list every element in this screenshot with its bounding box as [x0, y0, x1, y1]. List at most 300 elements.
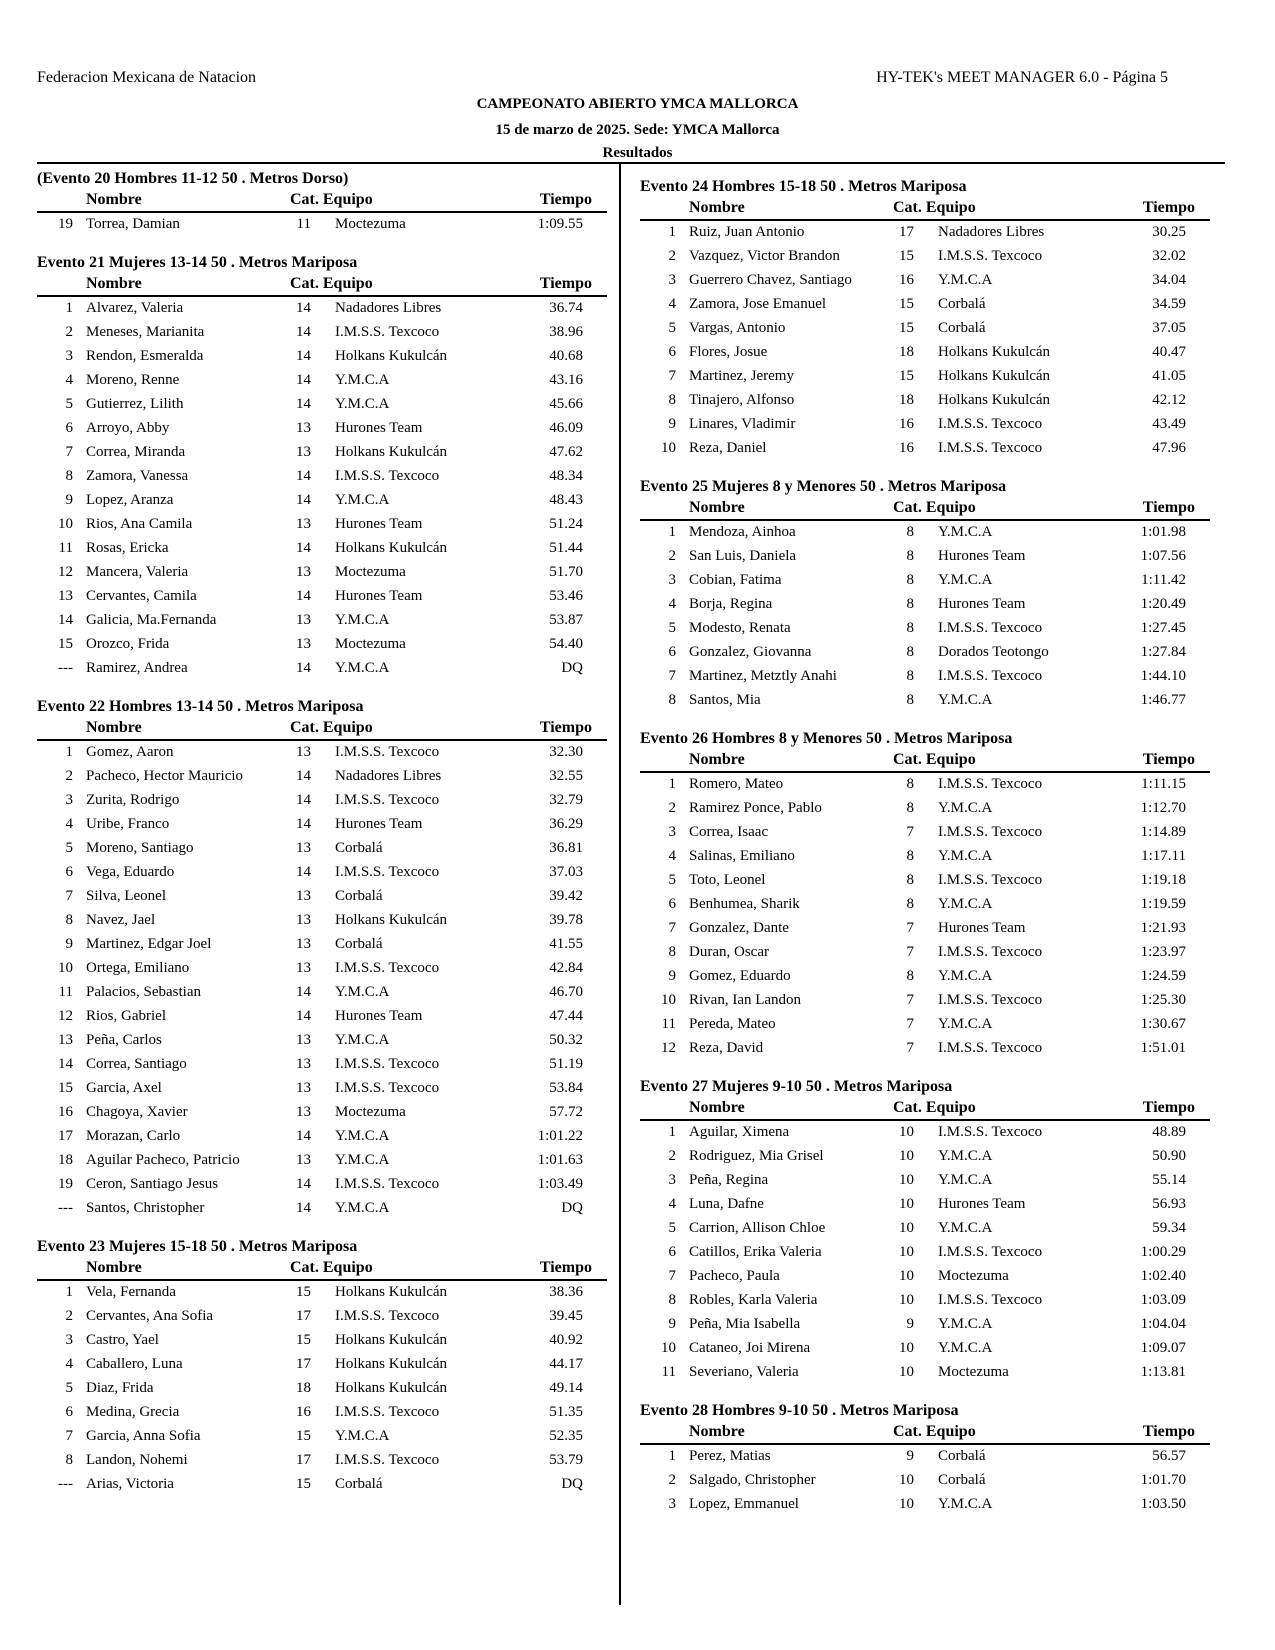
team-name: Moctezuma	[938, 1268, 1009, 1284]
result-row	[640, 1493, 1210, 1517]
final-time: 53.79	[549, 1452, 583, 1468]
final-time: 1:13.81	[1140, 1364, 1186, 1380]
team-name: I.M.S.S. Texcoco	[938, 1040, 1043, 1056]
result-row	[37, 297, 607, 321]
final-time: 1:01.22	[537, 1128, 583, 1144]
place: 8	[65, 468, 73, 484]
place: 1	[668, 224, 676, 240]
place: 6	[65, 864, 73, 880]
place: 9	[65, 492, 73, 508]
results-header-row	[640, 198, 1210, 221]
team-name: I.M.S.S. Texcoco	[938, 1244, 1043, 1260]
final-time: 1:19.59	[1140, 896, 1186, 912]
age-category: 14	[296, 660, 311, 676]
result-row	[640, 569, 1210, 593]
result-row	[37, 1173, 607, 1197]
age-category: 14	[296, 468, 311, 484]
final-time: 41.05	[1152, 368, 1186, 384]
final-time: 1:51.01	[1140, 1040, 1186, 1056]
swimmer-name: Rosas, Ericka	[86, 540, 169, 556]
age-category: 8	[906, 776, 914, 792]
team-name: I.M.S.S. Texcoco	[335, 792, 440, 808]
place: 8	[668, 1292, 676, 1308]
place: 5	[65, 396, 73, 412]
column-header-cat-team: Cat. Equipo	[893, 199, 976, 216]
team-name: Hurones Team	[938, 548, 1026, 564]
final-time: 1:09.55	[537, 216, 583, 232]
place: 7	[65, 444, 73, 460]
results-header-row	[640, 750, 1210, 773]
team-name: Y.M.C.A	[938, 896, 993, 912]
event-title: Evento 26 Hombres 8 y Menores 50 . Metros Mariposa	[640, 730, 1013, 747]
place: 5	[65, 840, 73, 856]
event-title: Evento 25 Mujeres 8 y Menores 50 . Metros Mariposa	[640, 478, 1007, 495]
final-time: 1:01.98	[1140, 524, 1186, 540]
result-row	[37, 465, 607, 489]
result-row	[640, 545, 1210, 569]
final-time: 1:12.70	[1140, 800, 1186, 816]
team-name: Y.M.C.A	[938, 848, 993, 864]
result-row	[640, 341, 1210, 365]
age-category: 8	[906, 848, 914, 864]
result-row	[640, 1241, 1210, 1265]
event-title: (Evento 20 Hombres 11-12 50 . Metros Dorso)	[37, 170, 349, 187]
age-category: 13	[296, 888, 311, 904]
event-block	[640, 476, 1210, 713]
final-time: 1:24.59	[1140, 968, 1186, 984]
swimmer-name: Carrion, Allison Chloe	[689, 1220, 826, 1236]
event-block	[640, 176, 1210, 461]
place: 7	[668, 1268, 676, 1284]
age-category: 16	[296, 1404, 311, 1420]
team-name: Holkans Kukulcán	[335, 1284, 448, 1300]
result-row	[640, 1193, 1210, 1217]
age-category: 18	[296, 1380, 311, 1396]
swimmer-name: Ramirez, Andrea	[86, 660, 188, 676]
swimmer-name: Zamora, Vanessa	[86, 468, 189, 484]
team-name: Y.M.C.A	[335, 396, 390, 412]
result-row	[640, 797, 1210, 821]
final-time: 1:11.15	[1141, 776, 1186, 792]
age-category: 13	[296, 744, 311, 760]
result-row	[640, 521, 1210, 545]
age-category: 14	[296, 492, 311, 508]
swimmer-name: Alvarez, Valeria	[86, 300, 184, 316]
team-name: I.M.S.S. Texcoco	[335, 744, 440, 760]
column-header-time: Tiempo	[1142, 1099, 1195, 1116]
event-title: Evento 27 Mujeres 9-10 50 . Metros Mariposa	[640, 1078, 953, 1095]
final-time: 1:27.45	[1140, 620, 1186, 636]
team-name: I.M.S.S. Texcoco	[938, 824, 1043, 840]
swimmer-name: Cervantes, Ana Sofia	[86, 1308, 214, 1324]
age-category: 7	[906, 944, 914, 960]
event-block	[37, 168, 607, 237]
swimmer-name: Salgado, Christopher	[689, 1472, 816, 1488]
final-time: 1:25.30	[1140, 992, 1186, 1008]
result-row	[640, 1361, 1210, 1385]
result-row	[640, 893, 1210, 917]
place: 8	[668, 944, 676, 960]
place: 2	[668, 1472, 676, 1488]
result-row	[37, 1101, 607, 1125]
column-header-name: Nombre	[86, 719, 142, 736]
result-row	[640, 641, 1210, 665]
age-category: 11	[296, 216, 311, 232]
final-time: 1:21.93	[1140, 920, 1186, 936]
place: 12	[58, 564, 73, 580]
event-block	[640, 728, 1210, 1061]
final-time: 1:23.97	[1140, 944, 1186, 960]
team-name: I.M.S.S. Texcoco	[938, 668, 1043, 684]
age-category: 14	[296, 540, 311, 556]
results-header-row	[37, 190, 607, 213]
event-block	[37, 252, 607, 681]
results-header-row	[37, 1258, 607, 1281]
final-time: 1:03.50	[1140, 1496, 1186, 1512]
place: 14	[58, 1056, 73, 1072]
age-category: 13	[296, 636, 311, 652]
swimmer-name: Vela, Fernanda	[86, 1284, 176, 1300]
final-time: 47.44	[549, 1008, 583, 1024]
final-time: 53.84	[549, 1080, 583, 1096]
column-header-name: Nombre	[689, 1423, 745, 1440]
column-header-name: Nombre	[86, 1259, 142, 1276]
swimmer-name: Correa, Miranda	[86, 444, 186, 460]
team-name: Y.M.C.A	[938, 1172, 993, 1188]
final-time: 1:01.70	[1140, 1472, 1186, 1488]
result-row	[640, 941, 1210, 965]
age-category: 8	[906, 572, 914, 588]
swimmer-name: Zamora, Jose Emanuel	[689, 296, 827, 312]
swimmer-name: Caballero, Luna	[86, 1356, 183, 1372]
team-name: Hurones Team	[335, 588, 423, 604]
team-name: Corbalá	[335, 936, 383, 952]
age-category: 17	[296, 1308, 311, 1324]
swimmer-name: Cobian, Fatima	[689, 572, 782, 588]
team-name: I.M.S.S. Texcoco	[335, 468, 440, 484]
result-row	[37, 765, 607, 789]
swimmer-name: Ramirez Ponce, Pablo	[689, 800, 822, 816]
place: 8	[668, 692, 676, 708]
age-category: 8	[906, 524, 914, 540]
place: 3	[668, 824, 676, 840]
swimmer-name: Rivan, Ian Landon	[689, 992, 802, 1008]
final-time: 56.93	[1152, 1196, 1186, 1212]
swimmer-name: Lopez, Emmanuel	[689, 1496, 799, 1512]
place: 3	[668, 1172, 676, 1188]
place: 11	[58, 540, 73, 556]
team-name: Moctezuma	[335, 216, 406, 232]
final-time: DQ	[561, 1476, 583, 1492]
age-category: 18	[899, 392, 914, 408]
team-name: Hurones Team	[938, 596, 1026, 612]
column-header-cat-team: Cat. Equipo	[290, 719, 373, 736]
column-header-name: Nombre	[689, 199, 745, 216]
place: 7	[668, 668, 676, 684]
age-category: 14	[296, 864, 311, 880]
event-title: Evento 22 Hombres 13-14 50 . Metros Mariposa	[37, 698, 364, 715]
team-name: I.M.S.S. Texcoco	[938, 1124, 1043, 1140]
swimmer-name: Chagoya, Xavier	[86, 1104, 188, 1120]
final-time: 1:19.18	[1140, 872, 1186, 888]
swimmer-name: Garcia, Anna Sofia	[86, 1428, 201, 1444]
place: 5	[668, 320, 676, 336]
column-header-time: Tiempo	[539, 1259, 592, 1276]
result-row	[640, 1313, 1210, 1337]
age-category: 8	[906, 644, 914, 660]
age-category: 13	[296, 1080, 311, 1096]
place: 3	[65, 348, 73, 364]
final-time: 46.09	[549, 420, 583, 436]
place: 6	[65, 420, 73, 436]
swimmer-name: Ceron, Santiago Jesus	[86, 1176, 219, 1192]
final-time: 41.55	[549, 936, 583, 952]
team-name: I.M.S.S. Texcoco	[335, 1176, 440, 1192]
place: 3	[65, 792, 73, 808]
final-time: 53.46	[549, 588, 583, 604]
results-header-row	[37, 718, 607, 741]
result-row	[640, 317, 1210, 341]
team-name: I.M.S.S. Texcoco	[938, 872, 1043, 888]
age-category: 10	[899, 1292, 914, 1308]
team-name: Holkans Kukulcán	[938, 344, 1051, 360]
place: ---	[58, 1476, 73, 1492]
place: 1	[65, 1284, 73, 1300]
swimmer-name: Benhumea, Sharik	[689, 896, 800, 912]
swimmer-name: San Luis, Daniela	[689, 548, 797, 564]
result-row	[640, 869, 1210, 893]
team-name: Holkans Kukulcán	[335, 348, 448, 364]
final-time: 1:14.89	[1140, 824, 1186, 840]
age-category: 14	[296, 588, 311, 604]
swimmer-name: Gomez, Eduardo	[689, 968, 791, 984]
swimmer-name: Medina, Grecia	[86, 1404, 180, 1420]
age-category: 10	[899, 1124, 914, 1140]
age-category: 10	[899, 1220, 914, 1236]
result-row	[640, 821, 1210, 845]
place: 9	[668, 968, 676, 984]
final-time: 45.66	[549, 396, 583, 412]
final-time: 32.79	[549, 792, 583, 808]
result-row	[640, 293, 1210, 317]
swimmer-name: Cervantes, Camila	[86, 588, 197, 604]
team-name: Y.M.C.A	[938, 572, 993, 588]
place: 5	[668, 1220, 676, 1236]
result-row	[37, 213, 607, 237]
age-category: 8	[906, 596, 914, 612]
place: 11	[58, 984, 73, 1000]
result-row	[37, 1329, 607, 1353]
column-header-time: Tiempo	[539, 275, 592, 292]
result-row	[640, 1037, 1210, 1061]
result-row	[37, 561, 607, 585]
age-category: 9	[906, 1316, 914, 1332]
age-category: 14	[296, 300, 311, 316]
results-header-row	[37, 274, 607, 297]
team-name: I.M.S.S. Texcoco	[335, 1080, 440, 1096]
place: 9	[65, 936, 73, 952]
swimmer-name: Toto, Leonel	[689, 872, 766, 888]
team-name: Hurones Team	[938, 920, 1026, 936]
place: 15	[58, 636, 73, 652]
place: 6	[65, 1404, 73, 1420]
age-category: 8	[906, 968, 914, 984]
place: 10	[661, 992, 676, 1008]
final-time: 32.55	[549, 768, 583, 784]
team-name: Holkans Kukulcán	[335, 1332, 448, 1348]
result-row	[640, 1145, 1210, 1169]
place: 4	[668, 296, 676, 312]
age-category: 14	[296, 1128, 311, 1144]
place: 12	[661, 1040, 676, 1056]
swimmer-name: Ortega, Emiliano	[86, 960, 190, 976]
result-row	[640, 593, 1210, 617]
place: 19	[58, 216, 73, 232]
age-category: 8	[906, 692, 914, 708]
team-name: Y.M.C.A	[938, 800, 993, 816]
age-category: 17	[296, 1356, 311, 1372]
age-category: 14	[296, 816, 311, 832]
team-name: I.M.S.S. Texcoco	[938, 776, 1043, 792]
age-category: 10	[899, 1268, 914, 1284]
age-category: 15	[296, 1476, 311, 1492]
swimmer-name: Peña, Carlos	[86, 1032, 162, 1048]
final-time: 30.25	[1152, 224, 1186, 240]
swimmer-name: Pacheco, Hector Mauricio	[86, 768, 244, 784]
final-time: 51.24	[549, 516, 583, 532]
result-row	[37, 609, 607, 633]
final-time: 40.68	[549, 348, 583, 364]
team-name: Hurones Team	[335, 420, 423, 436]
team-name: Nadadores Libres	[335, 768, 442, 784]
age-category: 8	[906, 620, 914, 636]
swimmer-name: Santos, Mia	[689, 692, 761, 708]
team-name: Holkans Kukulcán	[335, 1356, 448, 1372]
team-name: Moctezuma	[335, 1104, 406, 1120]
result-row	[37, 1053, 607, 1077]
place: 15	[58, 1080, 73, 1096]
swimmer-name: Rendon, Esmeralda	[86, 348, 204, 364]
team-name: Nadadores Libres	[938, 224, 1045, 240]
age-category: 10	[899, 1364, 914, 1380]
age-category: 7	[906, 1016, 914, 1032]
age-category: 13	[296, 936, 311, 952]
result-row	[37, 417, 607, 441]
swimmer-name: Vega, Eduardo	[86, 864, 175, 880]
final-time: 36.74	[549, 300, 583, 316]
team-name: Y.M.C.A	[938, 1340, 993, 1356]
age-category: 10	[899, 1244, 914, 1260]
age-category: 15	[296, 1428, 311, 1444]
team-name: Holkans Kukulcán	[335, 1380, 448, 1396]
column-header-time: Tiempo	[539, 191, 592, 208]
final-time: 53.87	[549, 612, 583, 628]
age-category: 17	[296, 1452, 311, 1468]
right-column	[640, 176, 1210, 1532]
column-header-cat-team: Cat. Equipo	[893, 1099, 976, 1116]
result-row	[640, 989, 1210, 1013]
final-time: 1:04.04	[1140, 1316, 1186, 1332]
column-header-cat-team: Cat. Equipo	[893, 1423, 976, 1440]
final-time: 39.45	[549, 1308, 583, 1324]
final-time: 1:27.84	[1140, 644, 1186, 660]
team-name: Y.M.C.A	[335, 612, 390, 628]
results-header-row	[640, 1098, 1210, 1121]
swimmer-name: Luna, Dafne	[689, 1196, 764, 1212]
column-divider	[619, 162, 621, 1605]
final-time: 47.62	[549, 444, 583, 460]
final-time: 34.59	[1152, 296, 1186, 312]
team-name: Y.M.C.A	[938, 968, 993, 984]
age-category: 16	[899, 440, 914, 456]
place: 2	[65, 1308, 73, 1324]
swimmer-name: Vazquez, Victor Brandon	[689, 248, 840, 264]
swimmer-name: Romero, Mateo	[689, 776, 784, 792]
swimmer-name: Palacios, Sebastian	[86, 984, 201, 1000]
age-category: 14	[296, 372, 311, 388]
place: 3	[65, 1332, 73, 1348]
result-row	[37, 321, 607, 345]
team-name: Y.M.C.A	[335, 1200, 390, 1216]
final-time: 54.40	[549, 636, 583, 652]
age-category: 14	[296, 984, 311, 1000]
final-time: 43.49	[1152, 416, 1186, 432]
result-row	[37, 1377, 607, 1401]
result-row	[37, 789, 607, 813]
age-category: 14	[296, 1008, 311, 1024]
team-name: I.M.S.S. Texcoco	[938, 1292, 1043, 1308]
swimmer-name: Salinas, Emiliano	[689, 848, 795, 864]
team-name: Y.M.C.A	[938, 1220, 993, 1236]
age-category: 8	[906, 896, 914, 912]
swimmer-name: Arroyo, Abby	[86, 420, 170, 436]
column-header-cat-team: Cat. Equipo	[290, 275, 373, 292]
result-row	[37, 861, 607, 885]
result-row	[37, 933, 607, 957]
result-row	[640, 365, 1210, 389]
place: 8	[668, 392, 676, 408]
results-header-row	[640, 498, 1210, 521]
swimmer-name: Rios, Gabriel	[86, 1008, 166, 1024]
team-name: I.M.S.S. Texcoco	[938, 416, 1043, 432]
age-category: 13	[296, 1032, 311, 1048]
swimmer-name: Rodriguez, Mia Grisel	[689, 1148, 824, 1164]
age-category: 8	[906, 872, 914, 888]
place: 8	[65, 1452, 73, 1468]
header-rule	[37, 162, 1225, 164]
team-name: I.M.S.S. Texcoco	[335, 1308, 440, 1324]
final-time: 1:46.77	[1140, 692, 1186, 708]
result-row	[37, 345, 607, 369]
team-name: Corbalá	[938, 1448, 986, 1464]
result-row	[640, 965, 1210, 989]
team-name: Moctezuma	[938, 1364, 1009, 1380]
final-time: 40.92	[549, 1332, 583, 1348]
age-category: 16	[899, 272, 914, 288]
place: 1	[668, 776, 676, 792]
team-name: Corbalá	[335, 1476, 383, 1492]
place: 2	[668, 248, 676, 264]
team-name: Y.M.C.A	[335, 1152, 390, 1168]
swimmer-name: Cataneo, Joi Mirena	[689, 1340, 811, 1356]
place: 8	[65, 912, 73, 928]
place: 4	[65, 1356, 73, 1372]
place: 2	[668, 800, 676, 816]
result-row	[640, 245, 1210, 269]
swimmer-name: Peña, Regina	[689, 1172, 769, 1188]
place: 5	[65, 1380, 73, 1396]
age-category: 10	[899, 1148, 914, 1164]
